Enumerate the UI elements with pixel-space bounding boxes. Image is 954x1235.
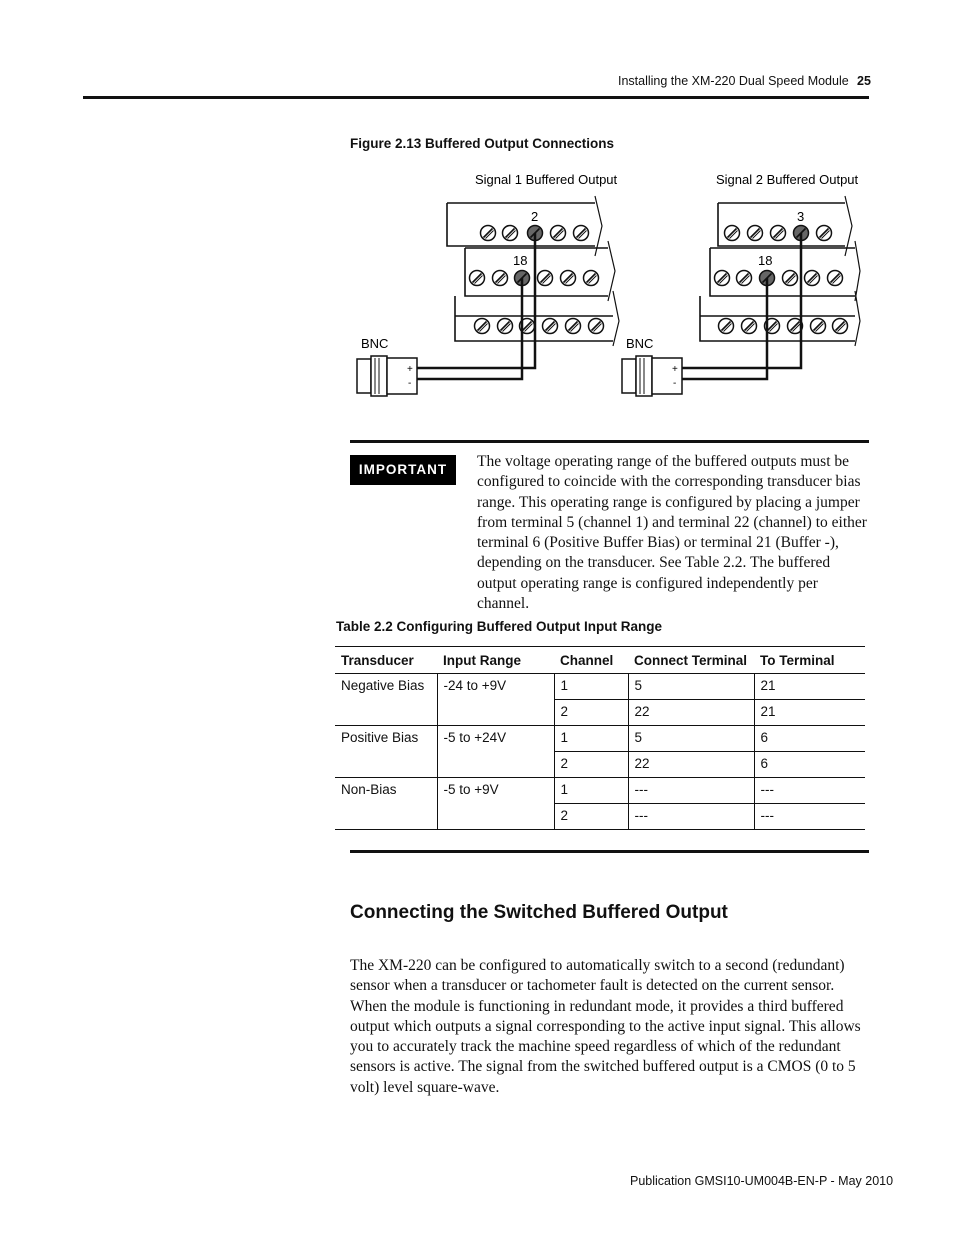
- cell-channel: 2: [554, 752, 628, 778]
- signal1-assembly: [357, 172, 619, 396]
- signal2-bnc-label: BNC: [626, 336, 654, 351]
- header-to-terminal: To Terminal: [754, 647, 865, 674]
- table-header-row: [335, 647, 865, 674]
- cell-transducer: Non-Bias: [335, 778, 437, 830]
- cell-to: 21: [754, 700, 865, 726]
- cell-to: ---: [760, 782, 774, 797]
- signal1-minus: -: [408, 378, 412, 389]
- buffered-output-diagram: [355, 166, 865, 406]
- cell-channel: 1: [554, 726, 628, 752]
- important-end-rule: [350, 850, 869, 853]
- cell-connect: 5: [628, 726, 754, 752]
- signal1-title: Signal 1 Buffered Output: [475, 172, 618, 187]
- cell-transducer: Negative Bias: [335, 674, 437, 726]
- cell-range: -5 to +9V: [437, 778, 554, 830]
- important-rule: [350, 440, 869, 443]
- section-heading: Connecting the Switched Buffered Output: [350, 902, 728, 923]
- signal2-minus: -: [673, 378, 677, 389]
- header-rule: [83, 96, 869, 99]
- cell-range: -5 to +24V: [437, 726, 554, 778]
- signal2-assembly: [622, 172, 860, 396]
- header-input-range: Input Range: [437, 647, 554, 674]
- cell-channel: 2: [554, 804, 628, 830]
- table-caption: Table 2.2 Configuring Buffered Output Input Range: [336, 619, 662, 634]
- figure-caption: Figure 2.13 Buffered Output Connections: [350, 136, 615, 151]
- signal2-plus: +: [672, 364, 678, 375]
- header-transducer: Transducer: [335, 647, 437, 674]
- cell-to: 6: [754, 752, 865, 778]
- header-connect-terminal: Connect Terminal: [628, 647, 754, 674]
- signal2-terminal-top: 3: [797, 209, 805, 224]
- cell-channel: 1: [554, 674, 628, 700]
- cell-connect: 22: [628, 700, 754, 726]
- cell-connect: 5: [628, 674, 754, 700]
- signal1-plus: +: [407, 364, 413, 375]
- cell-connect: ---: [628, 804, 754, 830]
- signal1-terminal-top: 2: [531, 209, 539, 224]
- cell-to: 21: [760, 678, 776, 693]
- cell-channel: 1: [554, 778, 628, 804]
- signal1-bnc-label: BNC: [361, 336, 389, 351]
- cell-connect: ---: [628, 778, 754, 804]
- cell-connect: 22: [628, 752, 754, 778]
- publication-footer: Publication GMSI10-UM004B-EN-P - May 2010: [630, 1174, 894, 1188]
- cell-channel: 2: [554, 700, 628, 726]
- cell-to: 6: [760, 730, 769, 745]
- table-row: [335, 674, 865, 700]
- page-number: 25: [857, 74, 871, 88]
- cell-transducer: Positive Bias: [335, 726, 437, 778]
- section-body: The XM-220 can be configured to automatically switch to a second (redundant) sensor when a transducer or tachometer fault is detected on the current sensor. When the module is functioning in redundant mode, it provides a third buffered output which outputs a signal corresponding to the active input signal. This allows you to accurately track the machine speed regardless of which of the redundant sensors is active. The signal from the switched buffered output is a CMOS (0 to 5 volt) level square-wave.: [350, 957, 861, 1096]
- important-badge: IMPORTANT: [350, 455, 456, 485]
- cell-to: ---: [754, 804, 865, 830]
- cell-range: -24 to +9V: [437, 674, 554, 726]
- important-text: The voltage operating range of the buffered outputs must be configured to coincide with the corresponding transducer bias range. This operating range is configured by placing a jumper from terminal 5 (channel 1) and terminal 22 (channel) to either terminal 6 (Positive Buffer Bias) or terminal 21 (Buffer -), depending on the transducer. See Table 2.2. The buffered output operating range is configured independently per channel.: [477, 453, 867, 613]
- header-channel: Channel: [554, 647, 628, 674]
- signal1-terminal-mid: 18: [513, 253, 528, 268]
- table-row: [335, 726, 865, 752]
- running-header: Installing the XM-220 Dual Speed Module: [618, 74, 849, 88]
- table-row: [335, 778, 865, 804]
- input-range-table: [335, 646, 865, 830]
- signal2-terminal-mid: 18: [758, 253, 773, 268]
- signal2-title: Signal 2 Buffered Output: [716, 172, 859, 187]
